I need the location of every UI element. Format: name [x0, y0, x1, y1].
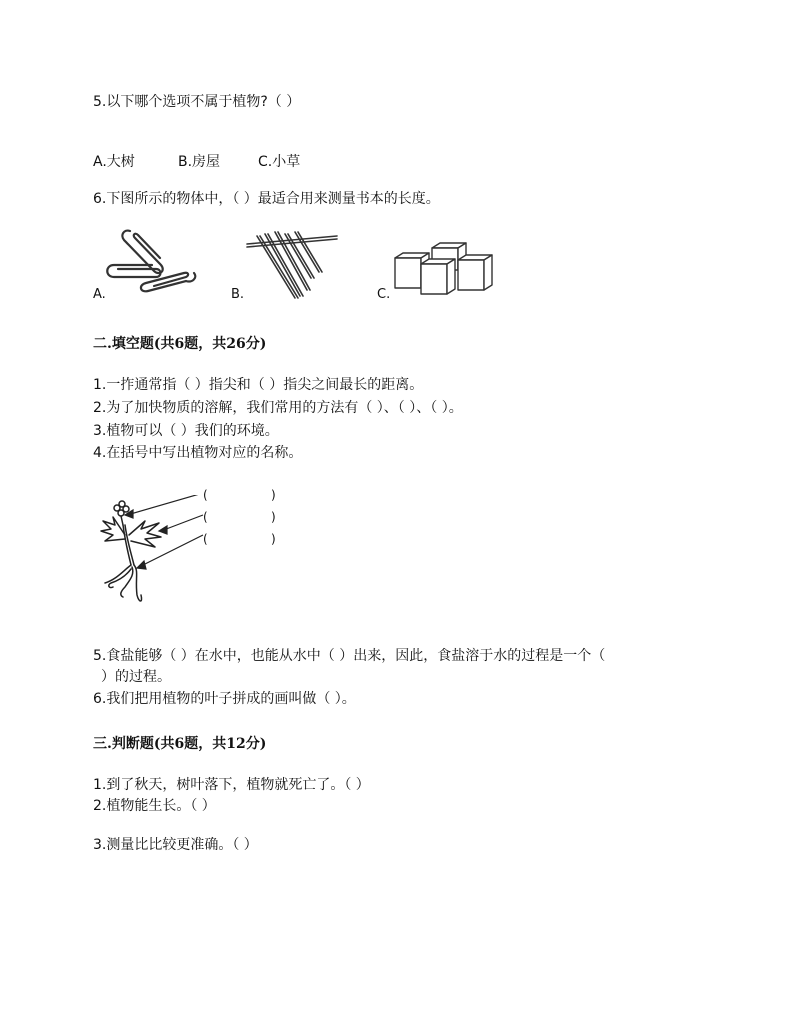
option-b: B.房屋 — [178, 154, 221, 170]
fill-line-4: 4.在括号中写出植物对应的名称。 — [93, 445, 303, 461]
judge-line-1: 1.到了秋天，树叶落下，植物就死亡了。（ ） — [93, 777, 370, 793]
sticks-icon — [245, 228, 340, 303]
plant-blank-1-close: ) — [271, 488, 276, 502]
plant-blank-2-close: ) — [271, 510, 276, 524]
figure-label-a: A. — [93, 287, 106, 302]
fill-line-5a: 5.食盐能够（ ）在水中，也能从水中（ ）出来，因此，食盐溶于水的过程是一个（ — [93, 648, 606, 664]
figure-label-b: B. — [231, 287, 245, 302]
judge-line-2: 2.植物能生长。（ ） — [93, 798, 216, 814]
section-3-heading: 三.判断题(共6题，共12分) — [93, 736, 267, 752]
fill-line-6: 6.我们把用植物的叶子拼成的画叫做（ ）。 — [93, 691, 356, 707]
plant-blank-3-close: ) — [271, 532, 276, 546]
paper-clips-icon — [102, 225, 202, 300]
fill-line-1: 1.一拃通常指（ ）指尖和（ ）指尖之间最长的距离。 — [93, 377, 424, 393]
plant-blank-3-open: ( — [203, 532, 208, 546]
fill-line-5b: ）的过程。 — [101, 669, 171, 685]
fill-line-3: 3.植物可以（ ）我们的环境。 — [93, 423, 279, 439]
section-2-heading: 二.填空题(共6题，共26分) — [93, 336, 267, 352]
question-5: 5.以下哪个选项不属于植物?（ ） — [93, 94, 301, 110]
fill-line-2: 2.为了加快物质的溶解，我们常用的方法有（ ）、（ ）、（ ）。 — [93, 400, 463, 416]
plant-blank-1-open: ( — [203, 488, 208, 502]
question-6: 6.下图所示的物体中，（ ）最适合用来测量书本的长度。 — [93, 191, 440, 207]
figure-label-c: C. — [377, 287, 391, 302]
plant-diagram-icon — [95, 495, 215, 605]
judge-line-3: 3.测量比比较更准确。（ ） — [93, 837, 258, 853]
option-a: A.大树 — [93, 154, 135, 170]
option-c: C.小草 — [258, 154, 301, 170]
cubes-icon — [392, 242, 502, 300]
plant-blank-2-open: ( — [203, 510, 208, 524]
